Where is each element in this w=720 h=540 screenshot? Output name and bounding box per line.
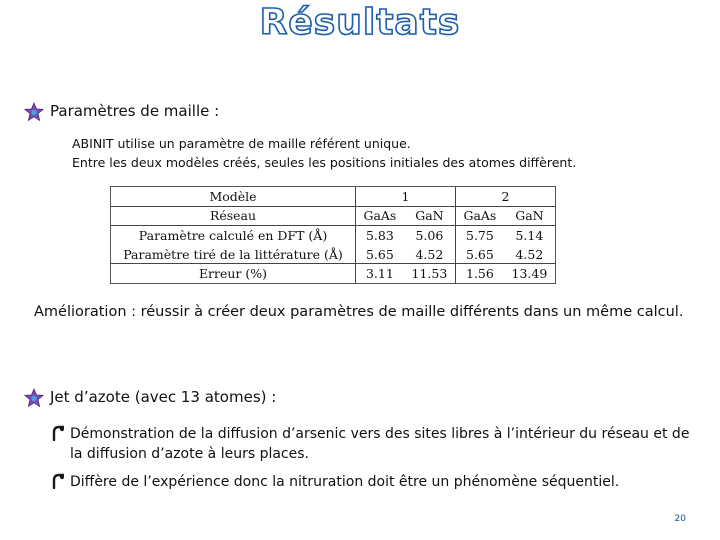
page-number: 20 — [674, 514, 686, 524]
body-line: Entre les deux modèles créés, seules les positions initiales des atomes diffèrent. — [72, 155, 577, 170]
table-cell: 5.83 — [356, 226, 404, 245]
table-cell: GaN — [415, 208, 444, 224]
list-item — [50, 472, 690, 492]
table-model-header: 1 — [356, 187, 456, 206]
table-row — [111, 264, 555, 283]
list-item-text: Diffère de l’expérience donc la nitruration doit être un phénomène séquentiel. — [70, 474, 620, 490]
star-bullet-icon — [24, 102, 44, 122]
table-row — [111, 226, 555, 245]
table-cell: 5.75 — [456, 226, 504, 245]
table-cell: 5.14 — [504, 226, 555, 245]
section-heading-maille — [24, 102, 219, 122]
table-row-label: Erreur (%) — [111, 264, 356, 283]
table-cell: 13.49 — [504, 264, 555, 283]
section-heading-azote — [24, 388, 276, 408]
list-item-text: Démonstration de la diffusion d’arsenic vers des sites libres à l’intérieur du réseau et de la diffusion d’azote à leurs places. — [70, 426, 690, 462]
table-cell: 5.06 — [404, 226, 456, 245]
hook-bullet-icon — [50, 473, 64, 489]
body-line: ABINIT utilise un paramètre de maille référent unique. — [72, 136, 411, 151]
page-title: Résultats — [259, 2, 461, 43]
table-cell: 4.52 — [515, 246, 544, 262]
table-row-label: Réseau — [111, 206, 356, 226]
section-heading-text: Paramètres de maille : — [50, 102, 220, 120]
table-cell: GaN — [515, 208, 544, 224]
table-row — [111, 245, 555, 264]
star-bullet-icon — [24, 388, 44, 408]
table-cell: 11.53 — [404, 264, 456, 283]
results-table — [110, 186, 556, 284]
table-header-row — [111, 187, 555, 206]
table-row — [111, 206, 555, 226]
table-cell: 1.56 — [456, 264, 504, 283]
section-heading-text: Jet d’azote (avec 13 atomes) : — [50, 388, 277, 406]
list-item — [50, 424, 690, 464]
hook-bullet-icon — [50, 425, 64, 441]
table-cell: 5.65 — [365, 246, 394, 262]
table-model-header: 2 — [456, 187, 555, 206]
amelioration-text: Amélioration : réussir à créer deux paramètres de maille différents dans un même calcul. — [34, 304, 684, 320]
table-cell: 4.52 — [415, 246, 444, 262]
table-cell: 3.11 — [356, 264, 404, 283]
table-row-label: Paramètre calculé en DFT (Å) — [111, 226, 356, 245]
table-cell: GaAs — [456, 206, 504, 226]
table-cell: 5.65 — [456, 245, 504, 264]
table-row-label: Modèle — [111, 187, 356, 206]
table-cell: GaAs — [363, 208, 397, 224]
table-row-label: Paramètre tiré de la littérature (Å) — [111, 245, 356, 264]
